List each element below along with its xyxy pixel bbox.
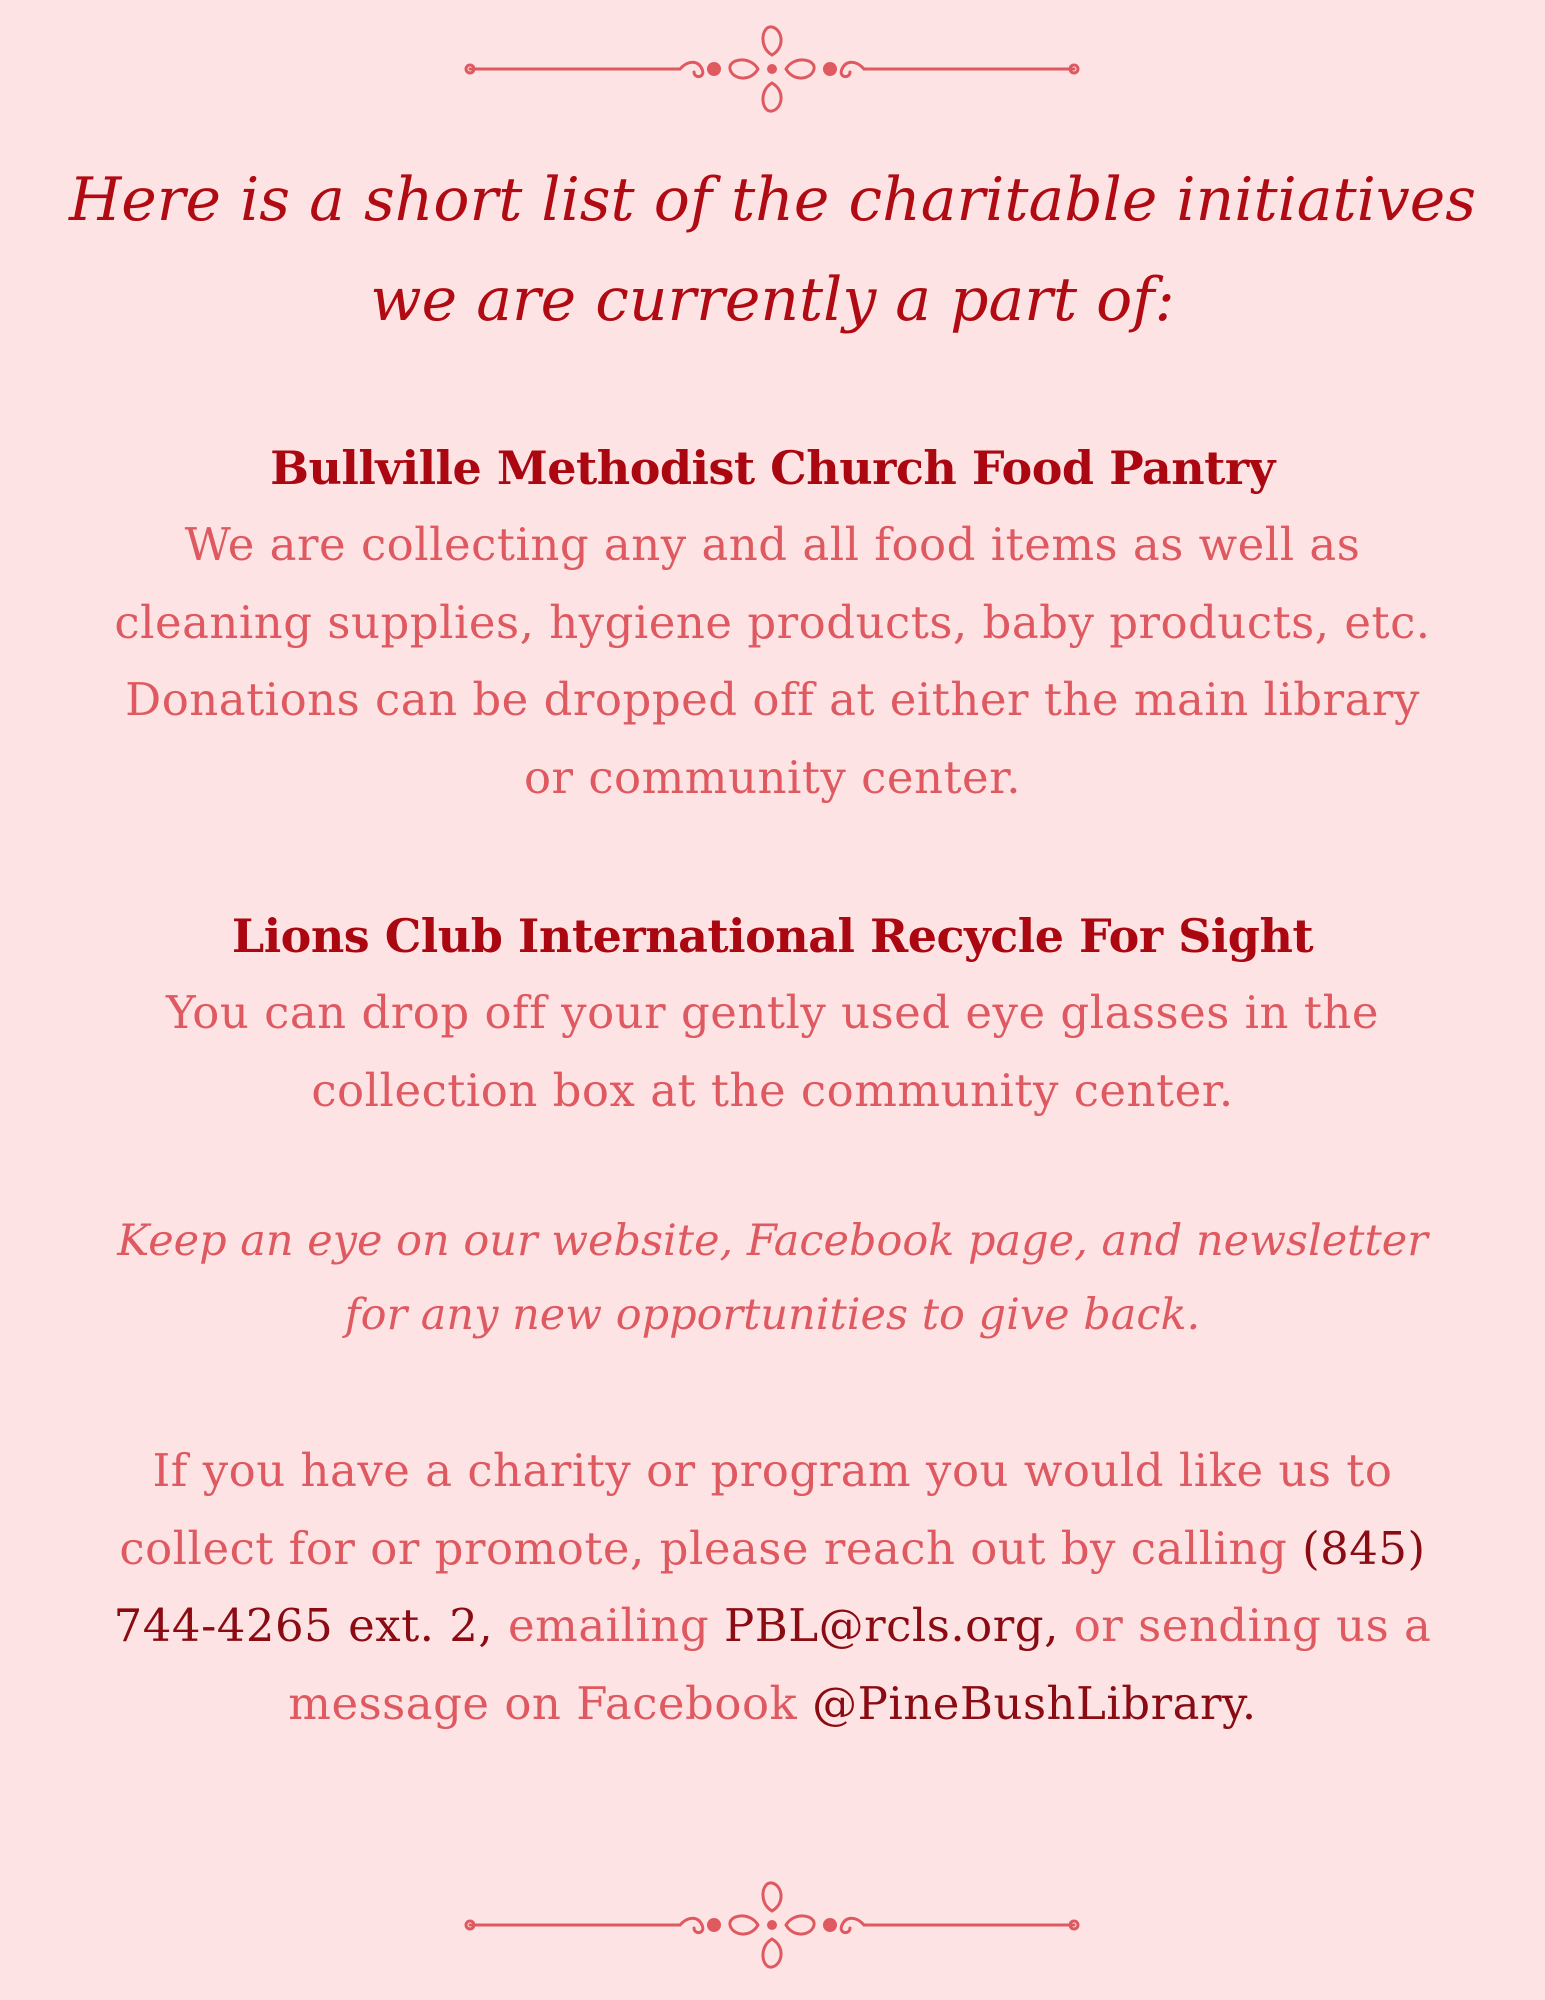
- recycle-for-sight-title: Lions Club International Recycle For Sight: [231, 909, 1314, 963]
- page-heading: Here is a short list of the charitable initiatives we are currently a part of:: [68, 165, 1477, 335]
- recycle-for-sight-section: [100, 898, 1445, 1129]
- recycle-for-sight-description: You can drop off your gently used eye glasses in the collection box at the community center.: [165, 986, 1380, 1117]
- food-pantry-description: We are collecting any and all food items as well as cleaning supplies, hygiene products, baby products, etc. Donations can be dropped off at either the main library or community center.: [114, 518, 1431, 804]
- contact-intro: If you have a charity or program you would like us to collect for or promote, please reach out by calling: [119, 1444, 1393, 1575]
- facebook-handle: @PineBushLibrary.: [812, 1676, 1257, 1730]
- flourish-icon: [462, 24, 1082, 114]
- food-pantry-title: Bullville Methodist Church Food Pantry: [270, 441, 1275, 495]
- contact-mid-email: emailing: [493, 1599, 724, 1652]
- top-ornament-divider: [462, 24, 1082, 114]
- bottom-ornament-divider: [462, 1880, 1082, 1970]
- contact-mid-facebook: or sending us a message on Facebook: [288, 1599, 1432, 1730]
- food-pantry-section: [100, 430, 1445, 816]
- contact-paragraph: [100, 1432, 1445, 1742]
- phone-number: (845) 744-4265 ext. 2,: [113, 1521, 1426, 1652]
- flourish-icon: [462, 1880, 1082, 1970]
- stay-tuned-note: Keep an eye on our website, Facebook page, and newsletter for any new opportunities to give back.: [117, 1216, 1428, 1340]
- email-address: PBL@rcls.org,: [723, 1599, 1059, 1652]
